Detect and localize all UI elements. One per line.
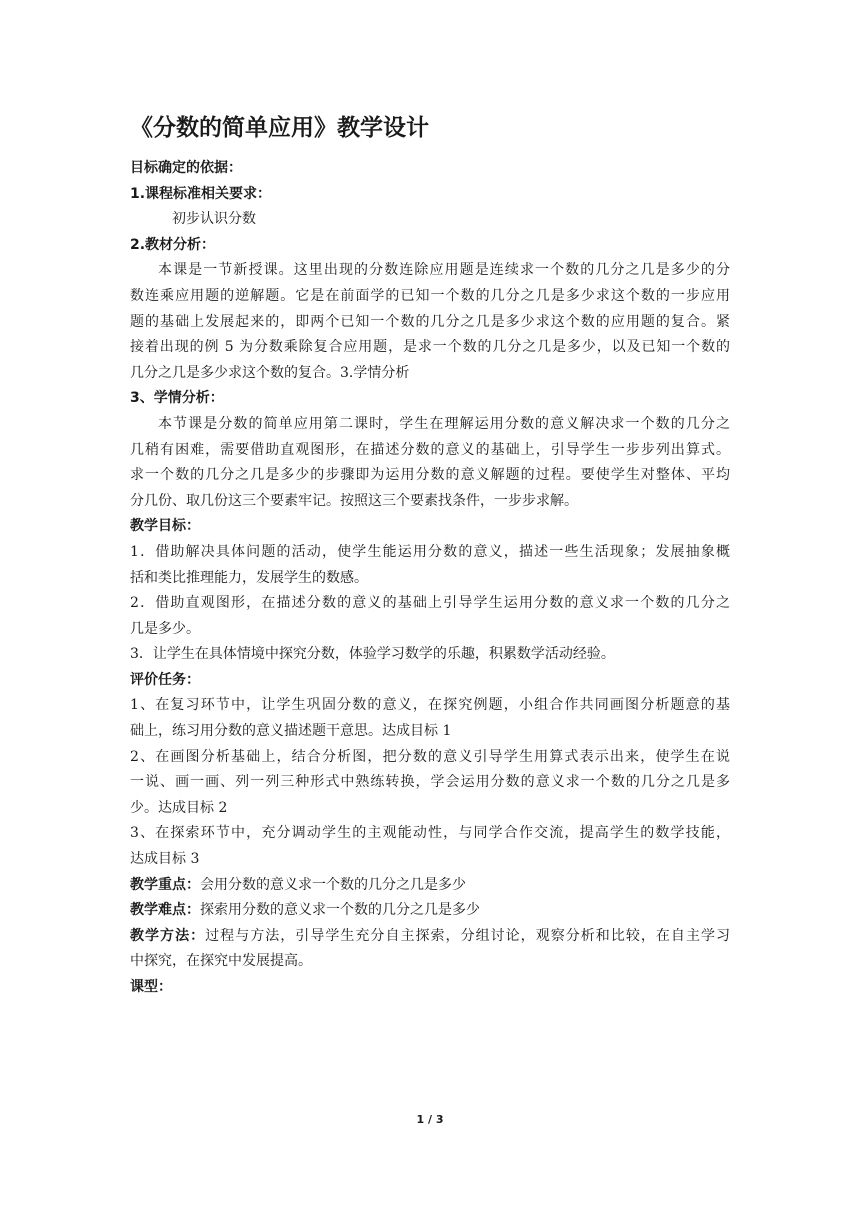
goals-line: 几是多少。: [130, 620, 200, 637]
key-point-row: [130, 873, 730, 899]
section-3-line: 求一个数的几分之几是多少的步骤即为运用分数的意义解题的过程。要使学生对整体、平均: [130, 467, 730, 484]
section-3-line: 分几份、取几份这三个要素牢记。按照这三个要素找条件，一步步求解。: [130, 492, 578, 509]
basis-heading: 目标确定的依据：: [130, 160, 242, 176]
section-2-line: 本课是一节新授课。这里出现的分数连除应用题是连续求一个数的几分之几是多少的分: [158, 262, 730, 279]
page-indicator: 1 / 3: [416, 1113, 444, 1126]
key-point-text: 会用分数的意义求一个数的几分之几是多少: [200, 876, 466, 893]
difficulty-text: 探索用分数的意义求一个数的几分之几是多少: [200, 902, 480, 919]
difficulty-row: [130, 898, 730, 924]
evaluation-line: 础上，练习用分数的意义描述题干意思。达成目标 1: [130, 723, 452, 740]
section-3-line: 本节课是分数的简单应用第二课时，学生在理解运用分数的意义解决求一个数的几分之: [158, 415, 730, 432]
evaluation-line: 2、在画图分析基础上，结合分析图，把分数的意义引导学生用算式表示出来，使学生在说: [130, 748, 730, 765]
evaluation-line: 3、在探索环节中，充分调动学生的主观能动性，与同学合作交流，提高学生的数学技能，: [130, 825, 730, 842]
method-label: 教学方法：: [130, 927, 206, 944]
evaluation-line: 1、在复习环节中，让学生巩固分数的意义，在探究例题，小组合作共同画图分析题意的基: [130, 697, 730, 714]
key-point-label: 教学重点：: [130, 876, 200, 893]
document-title: 《分数的简单应用》教学设计: [130, 115, 429, 141]
evaluation-line: 达成目标 3: [130, 851, 200, 868]
section-2-line: 题的基础上发展起来的，即两个已知一个数的几分之几是多少求这个数的应用题的复合。紧: [130, 313, 730, 330]
section-2-line: 几分之几是多少求这个数的复合。3.学情分析: [130, 364, 410, 381]
section-2-heading: 2.教材分析：: [130, 236, 216, 253]
difficulty-label: 教学难点：: [130, 902, 200, 919]
goals-line: 2．借助直观图形，在描述分数的意义的基础上引导学生运用分数的意义求一个数的几分之: [130, 595, 730, 612]
section-2-line: 数连乘应用题的逆解题。它是在前面学的已知一个数的几分之几是多少求这个数的一步应用: [130, 287, 730, 304]
section-3-line: 几稍有困难，需要借助直观图形，在描述分数的意义的基础上，引导学生一步步列出算式。: [130, 441, 730, 458]
evaluation-line: 少。达成目标 2: [130, 799, 228, 816]
document-body: [130, 156, 730, 1001]
method-text-continued: 中探究，在探究中发展提高。: [130, 953, 312, 970]
evaluation-line: 一说、画一画、列一列三种形式中熟练转换，学会运用分数的意义求一个数的几分之几是多: [130, 774, 730, 791]
goals-line: 括和类比推理能力，发展学生的数感。: [130, 569, 368, 586]
evaluation-heading: 评价任务：: [130, 671, 200, 688]
goals-heading: 教学目标：: [130, 518, 200, 535]
section-2-line: 接着出现的例 5 为分数乘除复合应用题，是求一个数的几分之几是多少，以及已知一个数的: [130, 339, 730, 356]
goals-line: 1．借助解决具体问题的活动，使学生能运用分数的意义，描述一些生活现象；发展抽象概: [130, 543, 730, 560]
section-1-heading: 1.课程标准相关要求：: [130, 185, 272, 202]
method-row: [130, 924, 730, 950]
goals-line: 3．让学生在具体情境中探究分数，体验学习数学的乐趣，积累数学活动经验。: [130, 646, 615, 663]
lesson-type-heading: 课型：: [130, 979, 172, 995]
section-3-heading: 3、学情分析：: [130, 390, 224, 407]
method-text: 过程与方法，引导学生充分自主探索，分组讨论，观察分析和比较，在自主学习: [205, 927, 730, 944]
section-1-text: 初步认识分数: [172, 211, 256, 228]
